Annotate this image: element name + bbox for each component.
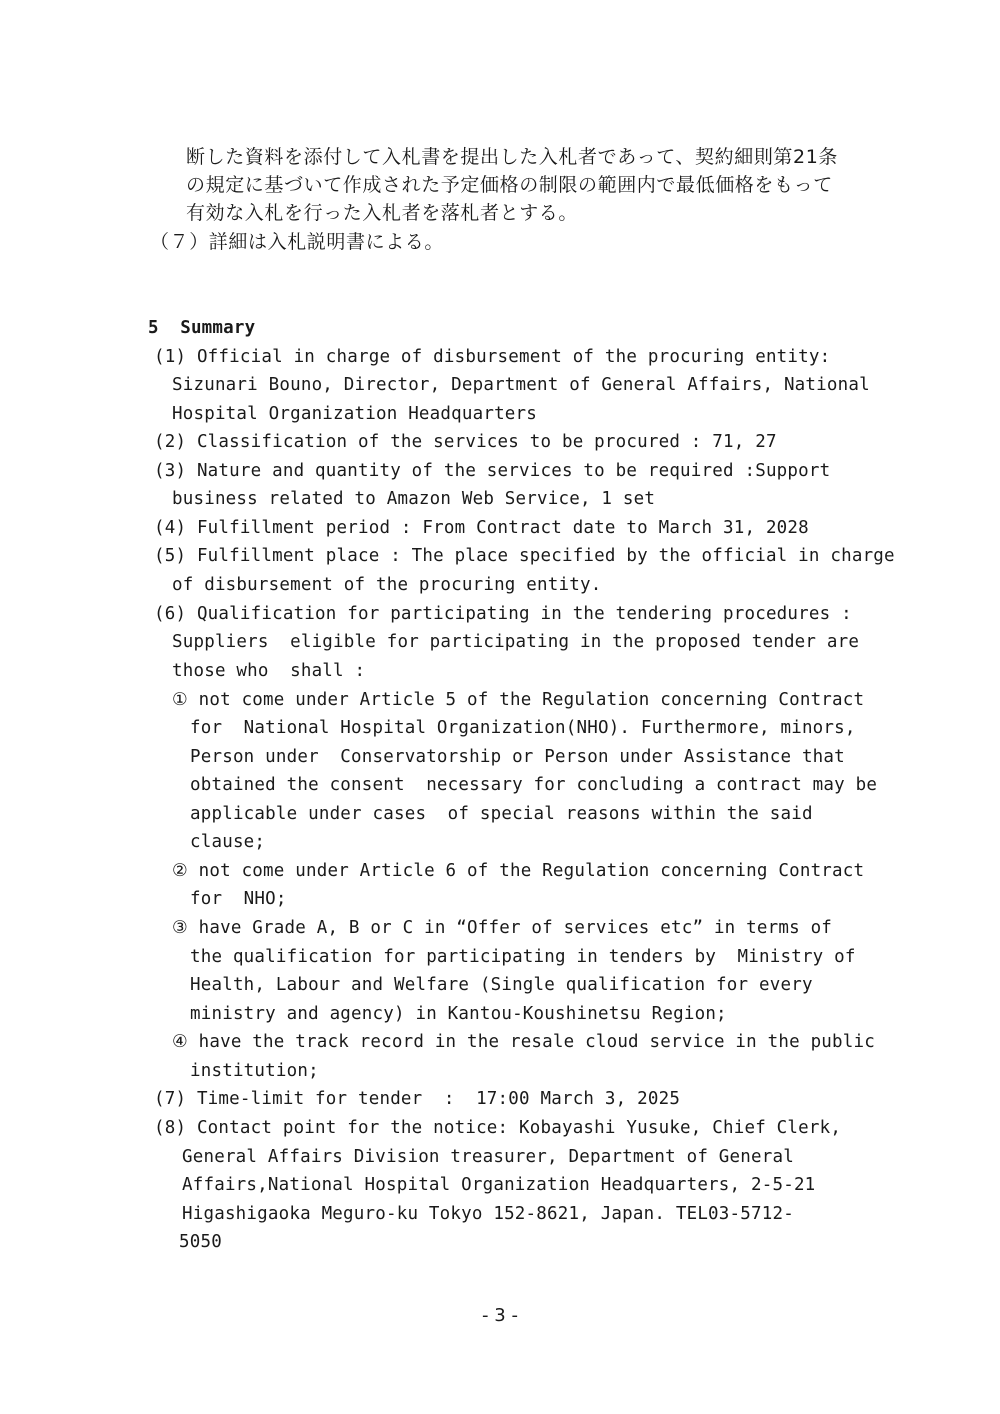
summary-item-3-line-1: (3) Nature and quantity of the services to be required :Support [154, 461, 831, 481]
summary-item-8-line-5: 5050 [179, 1232, 222, 1252]
qualification-1-line-6: clause; [190, 832, 266, 852]
summary-heading: 5 Summary [148, 318, 256, 338]
summary-item-8-line-1: (8) Contact point for the notice: Kobayashi Yusuke, Chief Clerk, [154, 1118, 842, 1138]
summary-item-8-line-4: Higashigaoka Meguro-ku Tokyo 152-8621, Japan. TEL03-5712- [182, 1204, 794, 1224]
qualification-3-line-2: the qualification for participating in tenders by Ministry of [190, 947, 856, 967]
jp-paragraph-line-1: 断した資料を添付して入札書を提出した入札者であって、契約細則第21条 [186, 146, 839, 168]
qualification-3-line-3: Health, Labour and Welfare (Single qualification for every [190, 975, 813, 995]
qualification-2-line-1: ② not come under Article 6 of the Regulation concerning Contract [172, 861, 865, 881]
qualification-1-line-5: applicable under cases of special reasons within the said [190, 804, 813, 824]
summary-item-8-line-2: General Affairs Division treasurer, Department of General [182, 1147, 794, 1167]
qualification-4-line-1: ④ have the track record in the resale cloud service in the public [172, 1032, 875, 1052]
jp-paragraph-line-3: 有効な入札を行った入札者を落札者とする。 [186, 202, 579, 224]
qualification-3-line-4: ministry and agency) in Kantou-Koushinetsu Region; [190, 1004, 727, 1024]
summary-item-6-line-3: those who shall : [172, 661, 366, 681]
qualification-4-line-2: institution; [190, 1061, 319, 1081]
jp-paragraph-line-2: の規定に基づいて作成された予定価格の制限の範囲内で最低価格をもって [186, 174, 833, 196]
qualification-2-line-2: for NHO; [190, 889, 287, 909]
qualification-1-line-1: ① not come under Article 5 of the Regulation concerning Contract [172, 690, 865, 710]
qualification-1-line-3: Person under Conservatorship or Person under Assistance that [190, 747, 845, 767]
page-number: - 3 - [482, 1305, 518, 1326]
summary-item-1-line-3: Hospital Organization Headquarters [172, 404, 538, 424]
summary-item-7: (7) Time-limit for tender : 17:00 March 3, 2025 [154, 1089, 681, 1109]
summary-item-8-line-3: Affairs,National Hospital Organization Headquarters, 2-5-21 [182, 1175, 816, 1195]
summary-item-3-line-2: business related to Amazon Web Service, 1 set [172, 489, 656, 509]
summary-item-6-line-1: (6) Qualification for participating in the tendering procedures : [154, 604, 852, 624]
summary-item-5-line-2: of disbursement of the procuring entity. [172, 575, 602, 595]
qualification-3-line-1: ③ have Grade A, B or C in “Offer of services etc” in terms of [172, 918, 833, 938]
summary-item-1-line-1: (1) Official in charge of disbursement of the procuring entity: [154, 347, 831, 367]
summary-item-5-line-1: (5) Fulfillment place : The place specified by the official in charge [154, 546, 895, 566]
summary-item-2: (2) Classification of the services to be procured : 71, 27 [154, 432, 777, 452]
qualification-1-line-2: for National Hospital Organization(NHO). Furthermore, minors, [190, 718, 856, 738]
summary-item-6-line-2: Suppliers eligible for participating in the proposed tender are [172, 632, 860, 652]
jp-item-7: （７）詳細は入札説明書による。 [150, 231, 445, 253]
summary-item-4: (4) Fulfillment period : From Contract date to March 31, 2028 [154, 518, 809, 538]
summary-item-1-line-2: Sizunari Bouno, Director, Department of General Affairs, National [172, 375, 870, 395]
qualification-1-line-4: obtained the consent necessary for concluding a contract may be [190, 775, 878, 795]
